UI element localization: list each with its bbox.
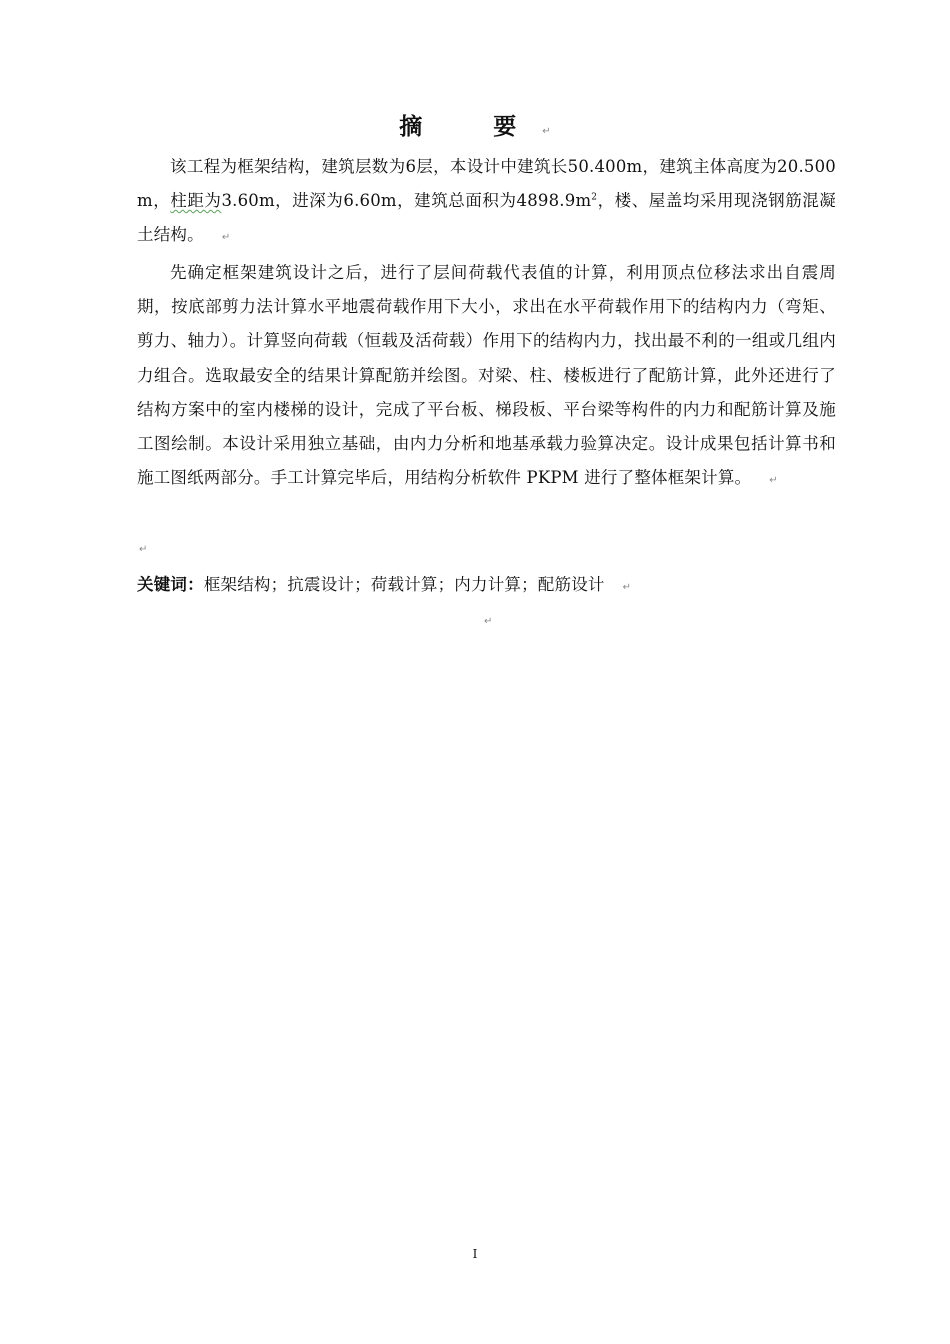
keywords-label: 关键词： bbox=[137, 575, 204, 594]
abstract-p2-text: 先确定框架建筑设计之后，进行了层间荷载代表值的计算，利用顶点位移法求出自震周期，按底部剪力法计算水平地震荷载作用下大小，求出在水平荷载作用下的结构内力（弯矩、剪力、轴力）。计算竖向荷载（恒载及活荷载）作用下的结构内力，找出最不利的一组或几组内力组合。选取最安全的结果计算配筋并绘图。对梁、柱、楼板进行了配筋计算，此外还进行了结构方案中的室内楼梯的设计，完成了平台板、梯段板、平台梁等构件的内力和配筋计算及施工图绘制。本设计采用独立基础，由内力分析和地基承载力验算决定。设计成果包括计算书和施工图纸两部分。手工计算完毕后，用结构分析软件 PKPM 进行了整体框架计算。 bbox=[137, 263, 836, 488]
area-unit-superscript: 2 bbox=[591, 192, 598, 203]
abstract-p1-part-b: 3.60m，进深为6.60m，建筑总面积为4898.9m bbox=[221, 191, 592, 211]
keywords-value: 框架结构；抗震设计；荷载计算；内力计算；配筋设计 bbox=[203, 575, 605, 594]
paragraph-mark-icon: ↵ bbox=[484, 616, 493, 627]
paragraph-mark-icon: ↵ bbox=[622, 582, 632, 593]
abstract-paragraph-2 bbox=[137, 256, 836, 498]
paragraph-mark-icon: ↵ bbox=[769, 475, 778, 487]
keywords-line bbox=[137, 570, 857, 603]
spellcheck-underlined-text: 柱距为 bbox=[170, 191, 222, 211]
paragraph-mark-icon: ↵ bbox=[221, 232, 231, 244]
paragraph-mark-icon: ↵ bbox=[139, 544, 148, 555]
abstract-p1-part-c: ，楼、屋盖均采用现浇钢筋混凝土结构。 bbox=[137, 191, 836, 245]
abstract-p1-part-a: 该工程为框架结构，建筑层数为6层，本设计中建筑长50.400m，建筑主体高度为20.500 m， bbox=[137, 157, 836, 211]
abstract-title bbox=[0, 111, 950, 148]
abstract-title-text: 摘 要 bbox=[399, 114, 541, 140]
abstract-paragraph-1 bbox=[137, 150, 836, 256]
paragraph-mark-icon: ↵ bbox=[542, 126, 551, 137]
page-number: I bbox=[472, 1247, 478, 1261]
